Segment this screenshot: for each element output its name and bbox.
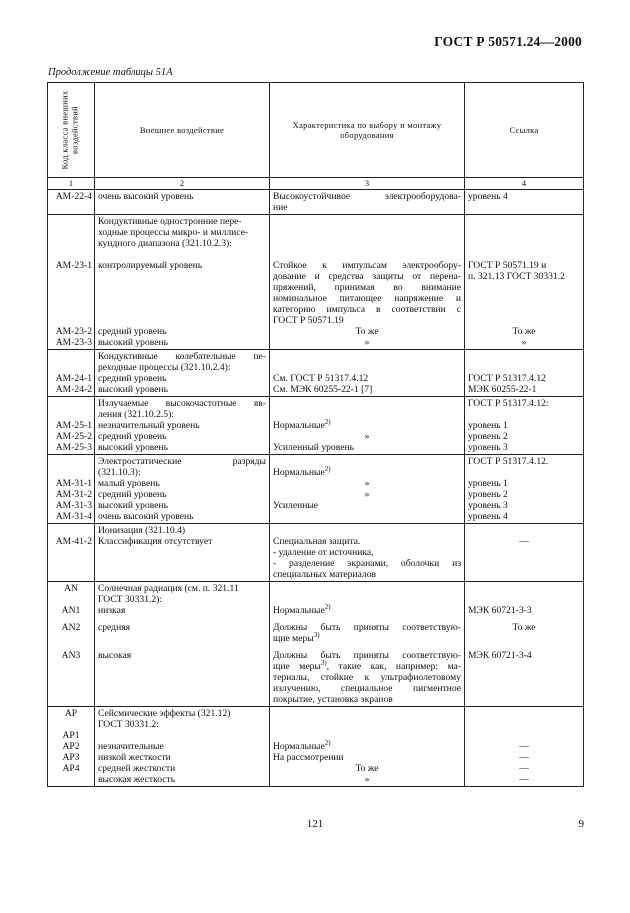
- row-code: AN AN1 AN2 AN3: [48, 582, 95, 707]
- table-row: [48, 707, 584, 787]
- row-characteristic: Нормальные$^{2)}$ » » Усиленные: [270, 455, 465, 524]
- table-row: [48, 190, 584, 215]
- row-code: АМ-24-1 АМ-24-2: [48, 350, 95, 397]
- row-characteristic: Нормальные$^{2)}$ На рассмотрении То же »: [270, 707, 465, 787]
- column-numbers-row: [48, 178, 584, 190]
- classification-table: [47, 82, 584, 787]
- table-row: [48, 524, 584, 582]
- row-code: АМ-41-2: [48, 524, 95, 582]
- row-reference: МЭК 60721-3-3 То же МЭК 60721-3-4: [465, 582, 584, 707]
- document-id: ГОСТ Р 50571.24—2000: [434, 34, 582, 49]
- header-effect: Внешнее воздействие: [95, 83, 270, 178]
- col-num-3: 3: [270, 178, 465, 190]
- sheet-number: 9: [578, 818, 584, 830]
- row-characteristic: Специальная защита. - удаление от источника, - разделение экранами, оболочки из специальных материалов: [270, 524, 465, 582]
- row-reference: уровень 4: [465, 190, 584, 215]
- row-reference: ГОСТ Р 51317.4.12: уровень 1 уровень 2 уровень 3: [465, 397, 584, 455]
- row-effect: очень высокий уровень: [95, 190, 270, 215]
- table-continuation-caption: Продолжение таблицы 51А: [48, 67, 173, 78]
- header-code: Код класса внешних воздействий: [48, 83, 95, 178]
- row-characteristic: Высокоустойчивое электрооборудова- ние: [270, 190, 465, 215]
- row-reference: ГОСТ Р 50571.19 и п. 321.13 ГОСТ 30331.2 То же »: [465, 215, 584, 350]
- table-header-row: [48, 83, 584, 178]
- table-row: [48, 350, 584, 397]
- row-characteristic: Нормальные$^{2)}$ » Усиленный уровень: [270, 397, 465, 455]
- row-characteristic: Стойкое к импульсам электрообору- дование и средства защиты от перена- пряжений, принимая во внимание номинальное питающее напряжение и категорию импульса в соответствии с ГОСТ Р 50571.19 То же »: [270, 215, 465, 350]
- row-reference: —: [465, 524, 584, 582]
- table-row: [48, 455, 584, 524]
- row-effect: Солнечная радиация (см. п. 321.11 ГОСТ 30331.2): низкая средняя высокая: [95, 582, 270, 707]
- row-reference: — — — —: [465, 707, 584, 787]
- row-effect: Кондуктивные колебательные пе- реходные процессы (321.10.2.4): средний уровень высокий уровень: [95, 350, 270, 397]
- row-code: АМ-25-1 АМ-25-2 АМ-25-3: [48, 397, 95, 455]
- page-number: 121: [306, 818, 324, 830]
- header-characteristic: Характеристика по выбору и монтажу оборудования: [270, 83, 465, 178]
- row-effect: Кондуктивные однострoнние пере- ходные процессы микро- и миллисе- кундного диапазона (321.10.2.3): контролируемый уровень средний уровень высокий уровень: [95, 215, 270, 350]
- row-code: АМ-23-1 АМ-23-2 АМ-23-3: [48, 215, 95, 350]
- table-row: [48, 397, 584, 455]
- row-effect: Электростатические разряды (321.10.3): малый уровень средний уровень высокий уровень очень высокий уровень: [95, 455, 270, 524]
- col-num-2: 2: [95, 178, 270, 190]
- row-reference: ГОСТ Р 51317.4.12. уровень 1 уровень 2 уровень 3 уровень 4: [465, 455, 584, 524]
- row-code: AP AP1 AP2 AP3 AP4: [48, 707, 95, 787]
- row-effect: Излучаемые высокочастотные яв- ления (321.10.2.5): незначительный уровень средний уровень высокий уровень: [95, 397, 270, 455]
- col-num-4: 4: [465, 178, 584, 190]
- table-row: [48, 582, 584, 707]
- col-num-1: 1: [48, 178, 95, 190]
- row-effect: Ионизация (321.10.4) Классификация отсутствует: [95, 524, 270, 582]
- row-reference: ГОСТ Р 51317.4.12 МЭК 60255-22-1: [465, 350, 584, 397]
- row-code: АМ-22-4: [48, 190, 95, 215]
- table-row: [48, 215, 584, 350]
- row-effect: Сейсмические эффекты (321.12) ГОСТ 30331.2: незначительные низкой жесткости средней жесткости высокая жесткость: [95, 707, 270, 787]
- row-characteristic: См. ГОСТ Р 51317.4.12 См. МЭК 60255-22-1 [7]: [270, 350, 465, 397]
- row-characteristic: Нормальные$^{2)}$ Должны быть приняты соответствую- щие меры$^{3)}$ Должны быть приняты соответствую- щие меры$^{3)}$, такие как, например: ма- териалы, стойкие к ультрафиолетовому излучению, специальное пигментное покрытие, установка экранов: [270, 582, 465, 707]
- row-code: АМ-31-1 АМ-31-2 АМ-31-3 АМ-31-4: [48, 455, 95, 524]
- header-reference: Ссылка: [465, 83, 584, 178]
